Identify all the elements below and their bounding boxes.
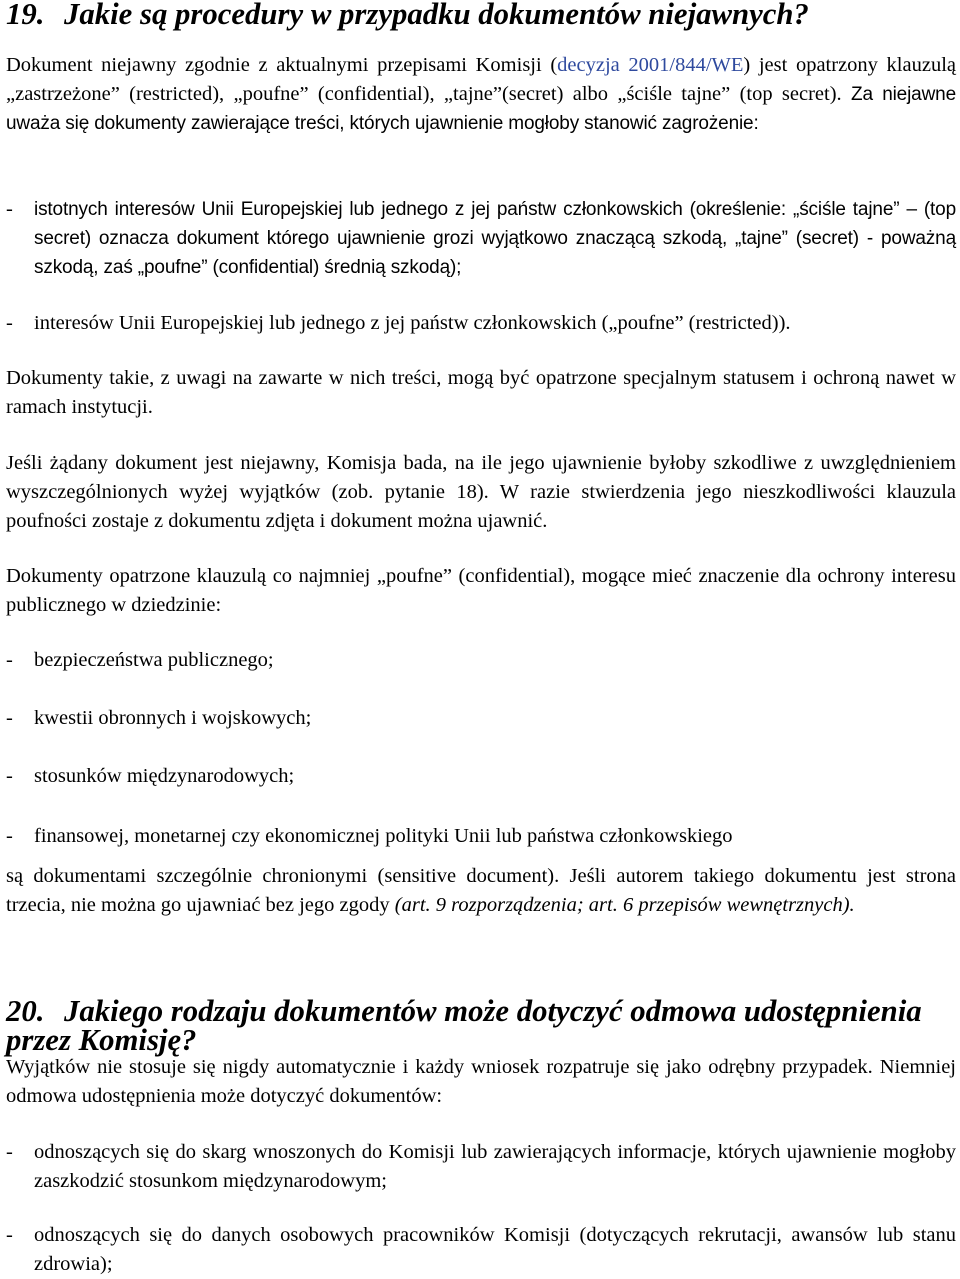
list-item-text: interesów Unii Europejskiej lub jednego z jej państw członkowskich („poufne” (restricted)). [34,312,791,334]
question-19-paragraph-3: Jeśli żądany dokument jest niejawny, Komisja bada, na ile jego ujawnienie byłoby szkodliwe z uwzględnieniem wyszczególnionych wyżej wyjątków (zob. pytanie 18). W razie stwierdzenia jego nieszkodliwości klauzula poufności zostaje z dokumentu zdjęta i dokument można ujawnić. [6,452,956,532]
q19-p1-text-c: Za niejawne uważa się dokumenty zawierające treści, których ujawnienie mogłoby stanowić zagrożenie: [6,84,956,134]
question-20-title: Jakiego rodzaju dokumentów może dotyczyć odmowa udostępnienia przez Komisję? [6,994,922,1057]
question-19-number: 19. [6,0,45,31]
q19-p5-text: są dokumentami szczególnie chronionymi (sensitive document). Jeśli autorem takiego dokumentu jest strona trzecia, nie można go ujawniać bez jego zgody [6,865,956,916]
question-19-paragraph-4: Dokumenty opatrzone klauzulą co najmniej „poufne” (confidential), mogące mieć znaczenie dla ochrony interesu publicznego w dziedzinie: [6,565,956,616]
question-19-heading [6,0,809,29]
list-item [6,646,956,675]
list-item-text: finansowej, monetarnej czy ekonomicznej polityki Unii lub państwa członkowskiego [34,825,733,847]
list-item [6,195,956,282]
question-20-number: 20. [6,994,45,1028]
question-20-heading [6,994,956,1057]
list-item [6,309,956,338]
list-item [6,704,956,733]
legal-reference: (art. 9 rozporządzenia; art. 6 przepisów wewnętrznych). [394,894,855,916]
list-item-text: stosunków międzynarodowych; [34,765,295,787]
question-19-paragraph-5 [6,862,956,920]
list-item-text: bezpieczeństwa publicznego; [34,649,274,671]
list-dash: - [6,1141,13,1163]
list-item-text: istotnych interesów Unii Europejskiej lub jednego z jej państw członkowskich (określenie: „ściśle tajne” – (top secret) oznacza dokument którego ujawnienie grozi wyjątkowo znaczącą szkodą, „tajne” (secret) - poważną szkodą, zaś „poufne” (confidential) średnią szkodą); [34,199,956,278]
list-dash: - [6,649,13,671]
q19-p1-text-a: Dokument niejawny zgodnie z aktualnymi przepisami Komisji ( [6,54,558,76]
list-dash: - [6,765,13,787]
decision-reference-link[interactable]: decyzja 2001/844/WE [557,54,744,76]
question-20-paragraph-1: Wyjątków nie stosuje się nigdy automatycznie i każdy wniosek rozpatruje się jako odrębny przypadek. Niemniej odmowa udostępnienia może dotyczyć dokumentów: [6,1056,956,1107]
list-dash: - [6,707,13,729]
list-dash: - [6,312,13,334]
list-item-text: odnoszących się do skarg wnoszonych do Komisji lub zawierających informacje, których ujawnienie mogłoby zaszkodzić stosunkom międzynarodowym; [34,1141,956,1192]
list-item [6,762,956,791]
list-item [6,1138,956,1196]
question-19-paragraph-2: Dokumenty takie, z uwagi na zawarte w nich treści, mogą być opatrzone specjalnym statusem i ochroną nawet w ramach instytucji. [6,367,956,418]
list-dash: - [6,1224,13,1246]
question-19-paragraph-1 [6,51,956,138]
list-item-text: kwestii obronnych i wojskowych; [34,707,312,729]
list-item-text: odnoszących się do danych osobowych pracowników Komisji (dotyczących rekrutacji, awansów lub stanu zdrowia); [34,1224,956,1275]
list-item [6,822,956,851]
list-dash: - [6,825,13,847]
question-19-title: Jakie są procedury w przypadku dokumentów niejawnych? [64,0,809,31]
list-item [6,1221,956,1279]
list-dash: - [6,198,13,220]
q19-p1-text-b: ) jest opatrzony klauzulą „zastrzeżone” (restricted), „poufne” (confidential), „tajne”(secret) albo „ściśle tajne” (top secret). [6,54,956,105]
